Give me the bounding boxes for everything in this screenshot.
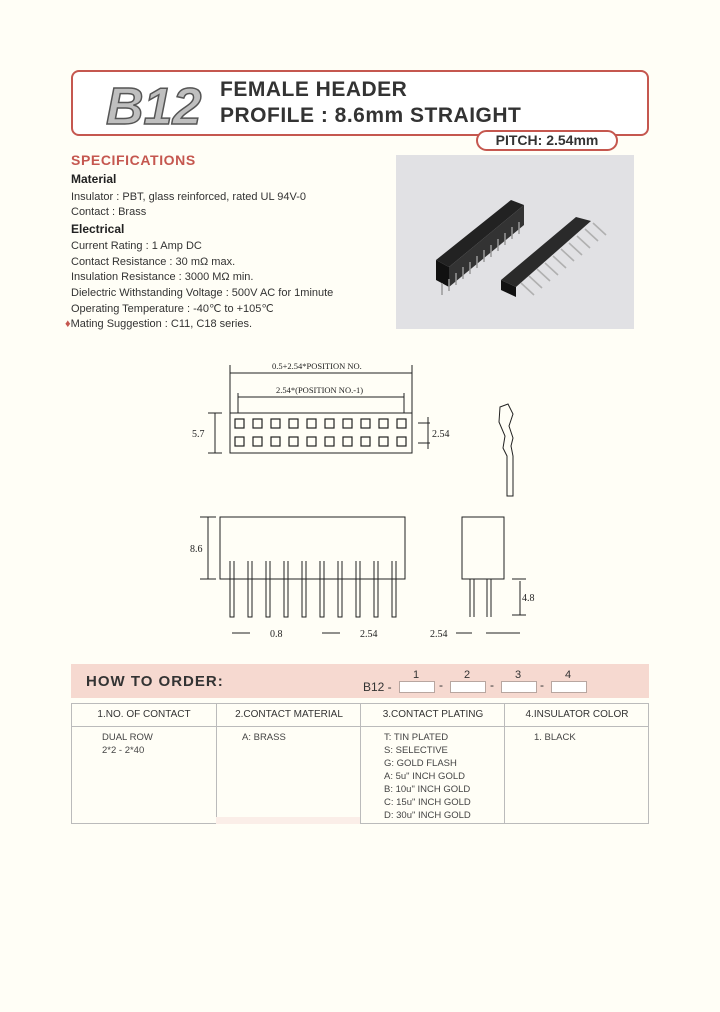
order-slot-3 bbox=[501, 681, 537, 693]
electrical-heading: Electrical bbox=[71, 222, 125, 236]
diamond-icon: ♦ bbox=[65, 318, 71, 330]
column-divider bbox=[216, 726, 217, 823]
color-value: 1. BLACK bbox=[534, 732, 576, 743]
logo-text: B12 bbox=[106, 78, 202, 132]
spec-line: Current Rating : 1 Amp DC bbox=[71, 240, 202, 252]
specifications-heading: SPECIFICATIONS bbox=[71, 152, 196, 168]
plating-value: S: SELECTIVE bbox=[384, 745, 448, 756]
material-value: A: BRASS bbox=[242, 732, 286, 743]
column-divider bbox=[360, 726, 361, 823]
column-header: 3.CONTACT PLATING bbox=[360, 704, 505, 727]
product-photo bbox=[396, 155, 634, 329]
dim-side-pitch: 2.54 bbox=[430, 629, 448, 640]
order-slot-2 bbox=[450, 681, 486, 693]
order-table bbox=[71, 703, 649, 824]
part-prefix: B12 - bbox=[363, 680, 392, 694]
order-slot-4 bbox=[551, 681, 587, 693]
order-title: HOW TO ORDER: bbox=[86, 673, 224, 690]
slot-number: 3 bbox=[514, 669, 522, 681]
spec-line: Dielectric Withstanding Voltage : 500V AC for 1minute bbox=[71, 287, 334, 299]
dim-height-5-7: 5.7 bbox=[192, 429, 205, 440]
dim-pin-pitch: 2.54 bbox=[360, 629, 378, 640]
mating-text: Mating Suggestion : C11, C18 series. bbox=[70, 318, 253, 330]
column-header: 1.NO. OF CONTACT bbox=[72, 704, 216, 727]
dim-pin-width: 0.8 bbox=[270, 629, 283, 640]
plating-value: T: TIN PLATED bbox=[384, 732, 449, 743]
slot-dash: - bbox=[439, 678, 443, 692]
technical-drawing bbox=[190, 355, 540, 655]
dim-tail-4-8: 4.8 bbox=[522, 593, 535, 604]
plating-value: G: GOLD FLASH bbox=[384, 758, 457, 769]
plating-value: B: 10u" INCH GOLD bbox=[384, 784, 471, 795]
dim-overall-length: 0.5+2.54*POSITION NO. bbox=[272, 361, 362, 371]
title-line-2: PROFILE : 8.6mm STRAIGHT bbox=[220, 104, 522, 127]
dim-profile-8-6: 8.6 bbox=[190, 544, 203, 555]
spec-line: Contact Resistance : 30 mΩ max. bbox=[71, 256, 236, 268]
material-heading: Material bbox=[71, 172, 117, 186]
spec-line: Insulation Resistance : 3000 MΩ min. bbox=[71, 271, 254, 283]
spec-line: Contact : Brass bbox=[71, 206, 147, 218]
dim-pitch-span: 2.54*(POSITION NO.-1) bbox=[276, 385, 364, 395]
contact-value: 2*2 - 2*40 bbox=[102, 745, 145, 756]
plating-value: D: 30u" INCH GOLD bbox=[384, 810, 471, 821]
title-line-1: FEMALE HEADER bbox=[220, 78, 408, 101]
spec-line: Operating Temperature : -40℃ to +105℃ bbox=[71, 303, 274, 315]
plating-value: C: 15u" INCH GOLD bbox=[384, 797, 471, 808]
slot-number: 4 bbox=[564, 669, 572, 681]
order-slot-1 bbox=[399, 681, 435, 693]
slot-dash: - bbox=[490, 678, 494, 692]
b12-logo bbox=[102, 72, 202, 132]
plating-value: A: 5u" INCH GOLD bbox=[384, 771, 465, 782]
pitch-badge: PITCH: 2.54mm bbox=[476, 130, 618, 151]
slot-number: 1 bbox=[412, 669, 420, 681]
mating-line bbox=[65, 318, 252, 330]
column-header: 4.INSULATOR COLOR bbox=[504, 704, 649, 727]
slot-dash: - bbox=[540, 678, 544, 692]
table-shade bbox=[216, 817, 360, 824]
contact-value: DUAL ROW bbox=[102, 732, 153, 743]
spec-line: Insulator : PBT, glass reinforced, rated UL 94V-0 bbox=[71, 191, 306, 203]
slot-number: 2 bbox=[463, 669, 471, 681]
dim-row-pitch: 2.54 bbox=[432, 429, 450, 440]
column-header: 2.CONTACT MATERIAL bbox=[216, 704, 361, 727]
column-divider bbox=[504, 726, 505, 823]
